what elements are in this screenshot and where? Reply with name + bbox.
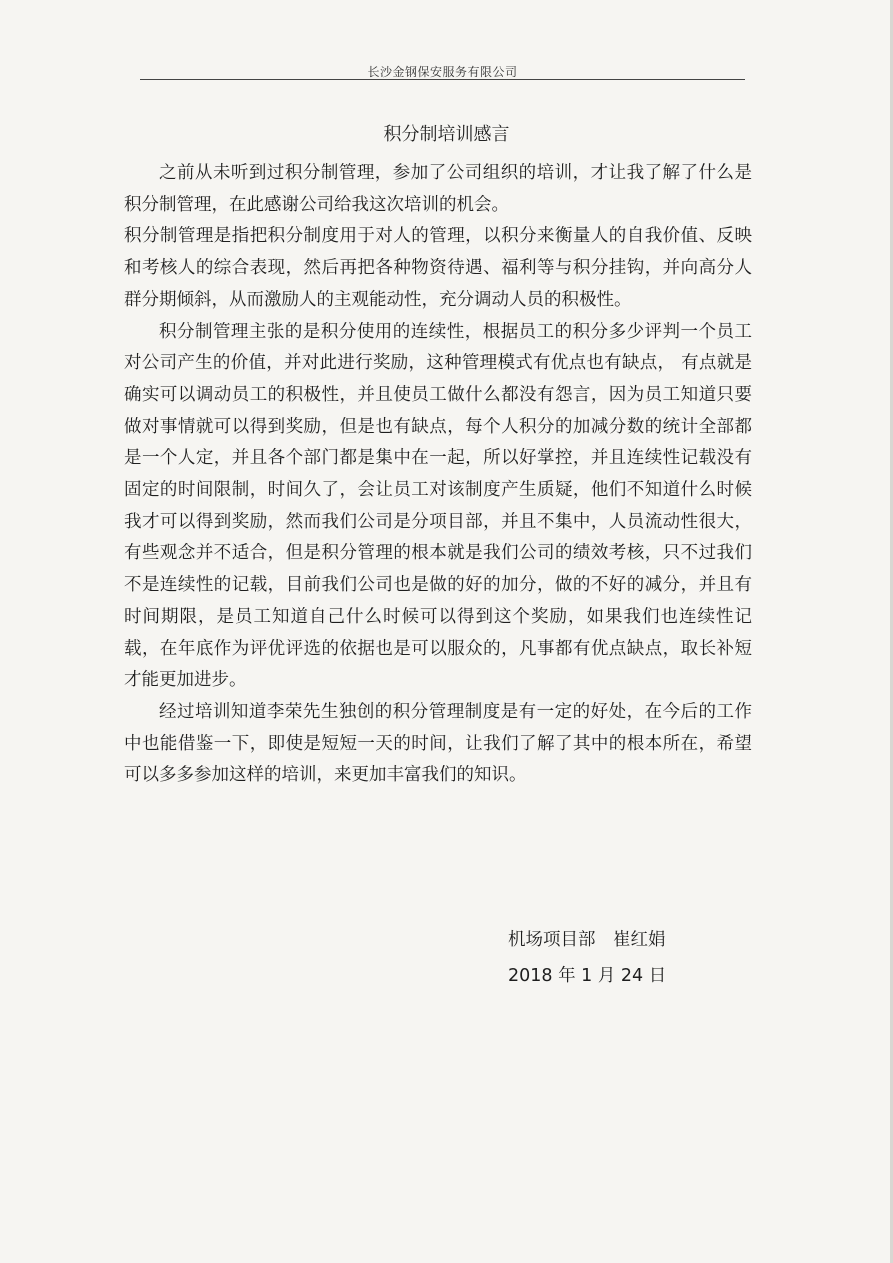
letterhead xyxy=(140,60,745,80)
paragraph-1: 之前从未听到过积分制管理，参加了公司组织的培训，才让我了解了什么是积分制管理，在此感谢公司给我这次培训的机会。 xyxy=(124,163,752,215)
signature-date: 2018 年 1 月 24 日 xyxy=(508,966,667,986)
paragraph-3: 积分制管理主张的是积分使用的连续性，根据员工的积分多少评判一个员工对公司产生的价值，并对此进行奖励，这种管理模式有优点也有缺点， 有点就是确实可以调动员工的积极性，并且使员工做什么都没有怨言，因为员工知道只要做对事情就可以得到奖励，但是也有缺点，每个人积分的加减分数的统计全部都是一个人定，并且各个部门都是集中在一起，所以好掌控，并且连续性记载没有固定的时间限制，时间久了，会让员工对该制度产生质疑，他们不知道什么时候我才可以得到奖励，然而我们公司是分项目部，并且不集中，人员流动性很大，有些观念并不适合，但是积分管理的根本就是我们公司的绩效考核，只不过我们不是连续性的记载，目前我们公司也是做的好的加分，做的不好的减分，并且有时间期限，是员工知道自己什么时候可以得到这个奖励，如果我们也连续性记载，在年底作为评优评选的依据也是可以服众的，凡事都有优点缺点，取长补短才能更加进步。 xyxy=(124,321,752,691)
company-name: 长沙金钢保安服务有限公司 xyxy=(367,65,518,79)
paragraph-2: 积分制管理是指把积分制度用于对人的管理，以积分来衡量人的自我价值、反映和考核人的综合表现，然后再把各种物资待遇、福利等与积分挂钩，并向高分人群分期倾斜，从而激励人的主观能动性，充分调动人员的积极性。 xyxy=(124,226,752,310)
header-divider xyxy=(140,79,745,80)
document-title: 积分制培训感言 xyxy=(383,124,510,145)
paragraph-4: 经过培训知道李荣先生独创的积分管理制度是有一定的好处，在今后的工作中也能借鉴一下，即使是短短一天的时间，让我们了解了其中的根本所在，希望可以多多参加这样的培训，来更加丰富我们的知识。 xyxy=(124,701,752,786)
document-body xyxy=(124,158,752,792)
signature-block xyxy=(508,922,666,994)
signature-author: 机场项目部 崔红娟 xyxy=(508,930,666,950)
